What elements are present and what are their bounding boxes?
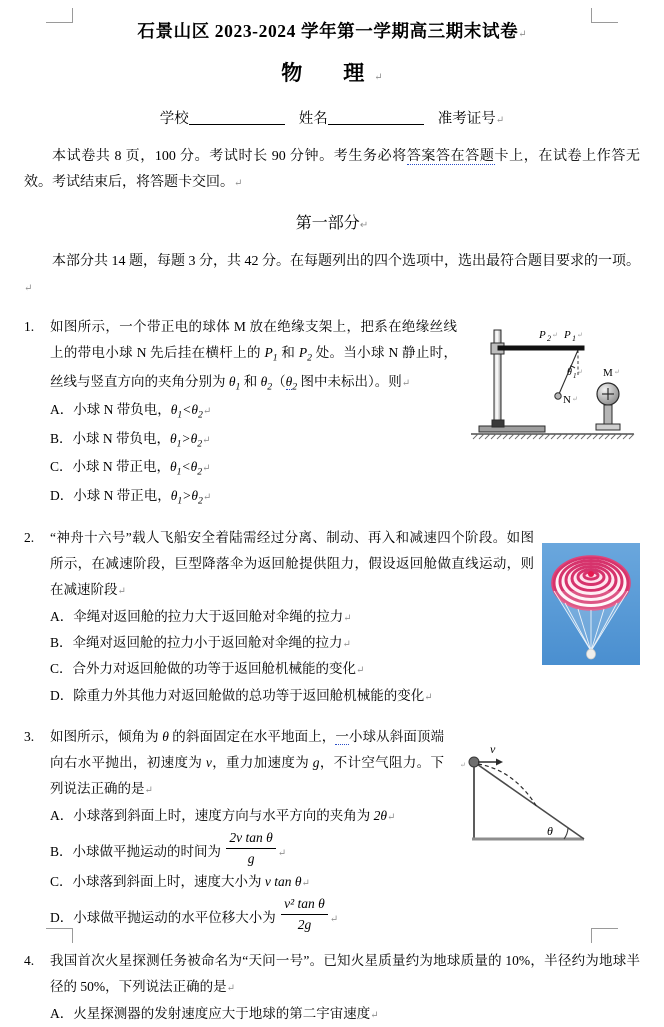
pilcrow-mark: ↵: [226, 983, 236, 995]
question-3-body: [50, 724, 640, 935]
figure-label-n: N: [563, 393, 571, 406]
name-blank[interactable]: [328, 124, 424, 125]
section-note-text: 本部分共 14 题，每题 3 分，共 42 分。在每题列出的四个选项中，选出最符合题目要求的一项。: [52, 253, 640, 269]
exam-number-label: 准考证号: [437, 111, 496, 127]
inclined-plane-projectile-svg: [452, 740, 640, 858]
document-body: [24, 14, 640, 1027]
exam-title-text: 石景山区 2023-2024 学年第一学期高三期末试卷: [137, 21, 519, 41]
option-math: $\theta_1>\theta_2$: [170, 488, 203, 507]
svg-text:1: 1: [573, 371, 577, 380]
question-3-option-c[interactable]: C．小球落到斜面上时，速度大小为 v tan θ↵: [50, 873, 310, 889]
option-fraction: $\frac{\text{v² tan θ}}{2g}$: [281, 895, 328, 934]
instructions-part-1: 本试卷共 8 页，100 分。考试时长 90 分钟。考生务必将: [52, 149, 407, 164]
pilcrow-mark: ↵: [117, 586, 126, 598]
option-math: v tan θ: [264, 873, 302, 889]
figure-label-p2: P: [539, 328, 546, 341]
question-2-option-c[interactable]: C．合外力对返回舱做的功等于返回舱机械能的变化↵: [50, 661, 365, 677]
question-4: [24, 948, 640, 1027]
figure-label-v: v: [490, 741, 496, 756]
question-1-figure: [465, 316, 640, 461]
question-3-figure: [452, 740, 640, 867]
svg-text:↵: ↵: [552, 330, 558, 339]
option-fraction: $\frac{\text{2v tan θ}}{g}$: [226, 829, 275, 868]
question-1-option-a[interactable]: A．小球 N 带负电，$\theta_1<\theta_2↵$: [50, 402, 212, 421]
question-2-option-d[interactable]: D．除重力外其他力对返回舱做的总功等于返回舱机械能的变化↵: [50, 687, 433, 703]
pilcrow-mark: ↵: [144, 785, 153, 797]
question-1-number: 1.: [24, 318, 35, 334]
section-note: [24, 249, 640, 301]
subject-title: [24, 57, 640, 87]
option-math: $\theta_1<\theta_2$: [170, 402, 203, 421]
question-2-option-a[interactable]: A．伞绳对返回舱的拉力大于返回舱对伞绳的拉力↵: [50, 608, 352, 624]
question-2-figure: [542, 543, 640, 674]
question-2-stem: “神舟十六号”载人飞船安全着陆需经过分离、制动、再入和减速四个阶段。如图所示，在减速阶段，巨型降落伞为返回舱提供阻力，假设返回舱做直线运动，则在减速阶段↵: [50, 529, 534, 598]
name-label: 姓名: [298, 111, 328, 127]
school-blank[interactable]: [189, 124, 285, 125]
question-1: [24, 314, 640, 512]
pilcrow-mark: ↵: [495, 115, 505, 126]
question-3-stem: 如图所示，倾角为 θ 的斜面固定在水平地面上，一小球从斜面顶端向右水平抛出，初速度为 v，重力加速度为 g，不计空气阻力。下列说法正确的是↵: [50, 728, 445, 797]
question-4-number: 4.: [24, 953, 35, 969]
question-4-option-a[interactable]: A．火星探测器的发射速度应大于地球的第二宇宙速度↵: [50, 1005, 379, 1021]
figure-label-p1: P: [564, 328, 571, 341]
svg-text:↵: ↵: [577, 367, 583, 376]
pilcrow-mark: ↵: [374, 72, 383, 83]
question-1-option-c[interactable]: C．小球 N 带正电，$\theta_1<\theta_2↵$: [50, 459, 211, 479]
question-3-option-a[interactable]: A．小球落到斜面上时，速度方向与水平方向的夹角为 2θ↵: [50, 807, 396, 823]
section-title: [24, 210, 640, 233]
question-2-number: 2.: [24, 529, 35, 545]
pilcrow-mark: ↵: [359, 219, 369, 231]
pilcrow-mark: ↵: [518, 29, 527, 40]
subject-title-text: 物 理: [281, 61, 375, 85]
instructions-underlined: 答案答在答题: [406, 149, 495, 164]
pilcrow-mark: ↵: [234, 177, 243, 189]
option-math: 2θ: [373, 807, 388, 823]
question-3-number: 3.: [24, 728, 35, 744]
svg-text:↵: ↵: [460, 760, 466, 769]
question-3: [24, 724, 640, 935]
option-math: $\theta_1>\theta_2$: [170, 430, 203, 450]
question-1-option-b[interactable]: B．小球 N 带负电，$\theta_1>\theta_2↵$: [50, 430, 211, 450]
question-1-body: [50, 314, 640, 512]
parachute-photo-svg: [542, 543, 640, 665]
figure-label-theta: θ: [547, 823, 553, 838]
figure-label-theta1: θ: [567, 366, 572, 378]
option-math: $\theta_1<\theta_2$: [170, 459, 203, 479]
question-3-option-b[interactable]: B．小球做平抛运动的时间为 $\frac{\text{2v tan θ}}{g}$ ↵: [50, 829, 640, 869]
pilcrow-mark: ↵: [401, 377, 411, 389]
electrostatics-stand-svg: [465, 316, 640, 452]
svg-text:↵: ↵: [572, 394, 578, 403]
student-id-line: [24, 107, 640, 128]
svg-text:2: 2: [547, 333, 551, 343]
exam-title: [24, 18, 640, 43]
question-3-option-d[interactable]: D．小球做平抛运动的水平位移大小为 $\frac{\text{v² tan θ}}{2g}$ ↵: [50, 895, 640, 935]
question-4-body: [50, 948, 640, 1027]
svg-text:↵: ↵: [577, 330, 583, 339]
question-2: [24, 525, 640, 709]
question-2-body: [50, 525, 640, 709]
svg-text:↵: ↵: [614, 367, 620, 376]
question-4-stem: 我国首次火星探测任务被命名为“天问一号”。已知火星质量约为地球质量的 10%，半径约为地球半径的 50%，下列说法正确的是↵: [50, 953, 640, 995]
question-1-option-d[interactable]: D．小球 N 带正电，$\theta_1>\theta_2↵$: [50, 488, 212, 507]
question-1-stem: 如图所示，一个带正电的球体 M 放在绝缘支架上，把系在绝缘丝线上的带电小球 N 先后挂在横杆上的 $P_1$ 和 $P_2$ 处。当小球 N 静止时，丝线与竖直方向的夹角分别为 $\theta_1$ 和 $\theta_2(\theta_2$ 图中未标出）。则↵: [50, 318, 458, 393]
question-2-option-b[interactable]: B．伞绳对返回舱的拉力小于返回舱对伞绳的拉力↵: [50, 634, 351, 650]
svg-text:1: 1: [572, 333, 576, 343]
instructions-paragraph: [24, 144, 640, 196]
section-title-text: 第一部分: [295, 214, 360, 232]
school-label: 学校: [159, 111, 189, 127]
figure-label-m: M: [603, 366, 613, 379]
instructions-part-2: 卡上，在试卷上作答无效。考试结束后，将答题卡交回。: [24, 149, 641, 190]
pilcrow-mark: ↵: [24, 282, 33, 294]
